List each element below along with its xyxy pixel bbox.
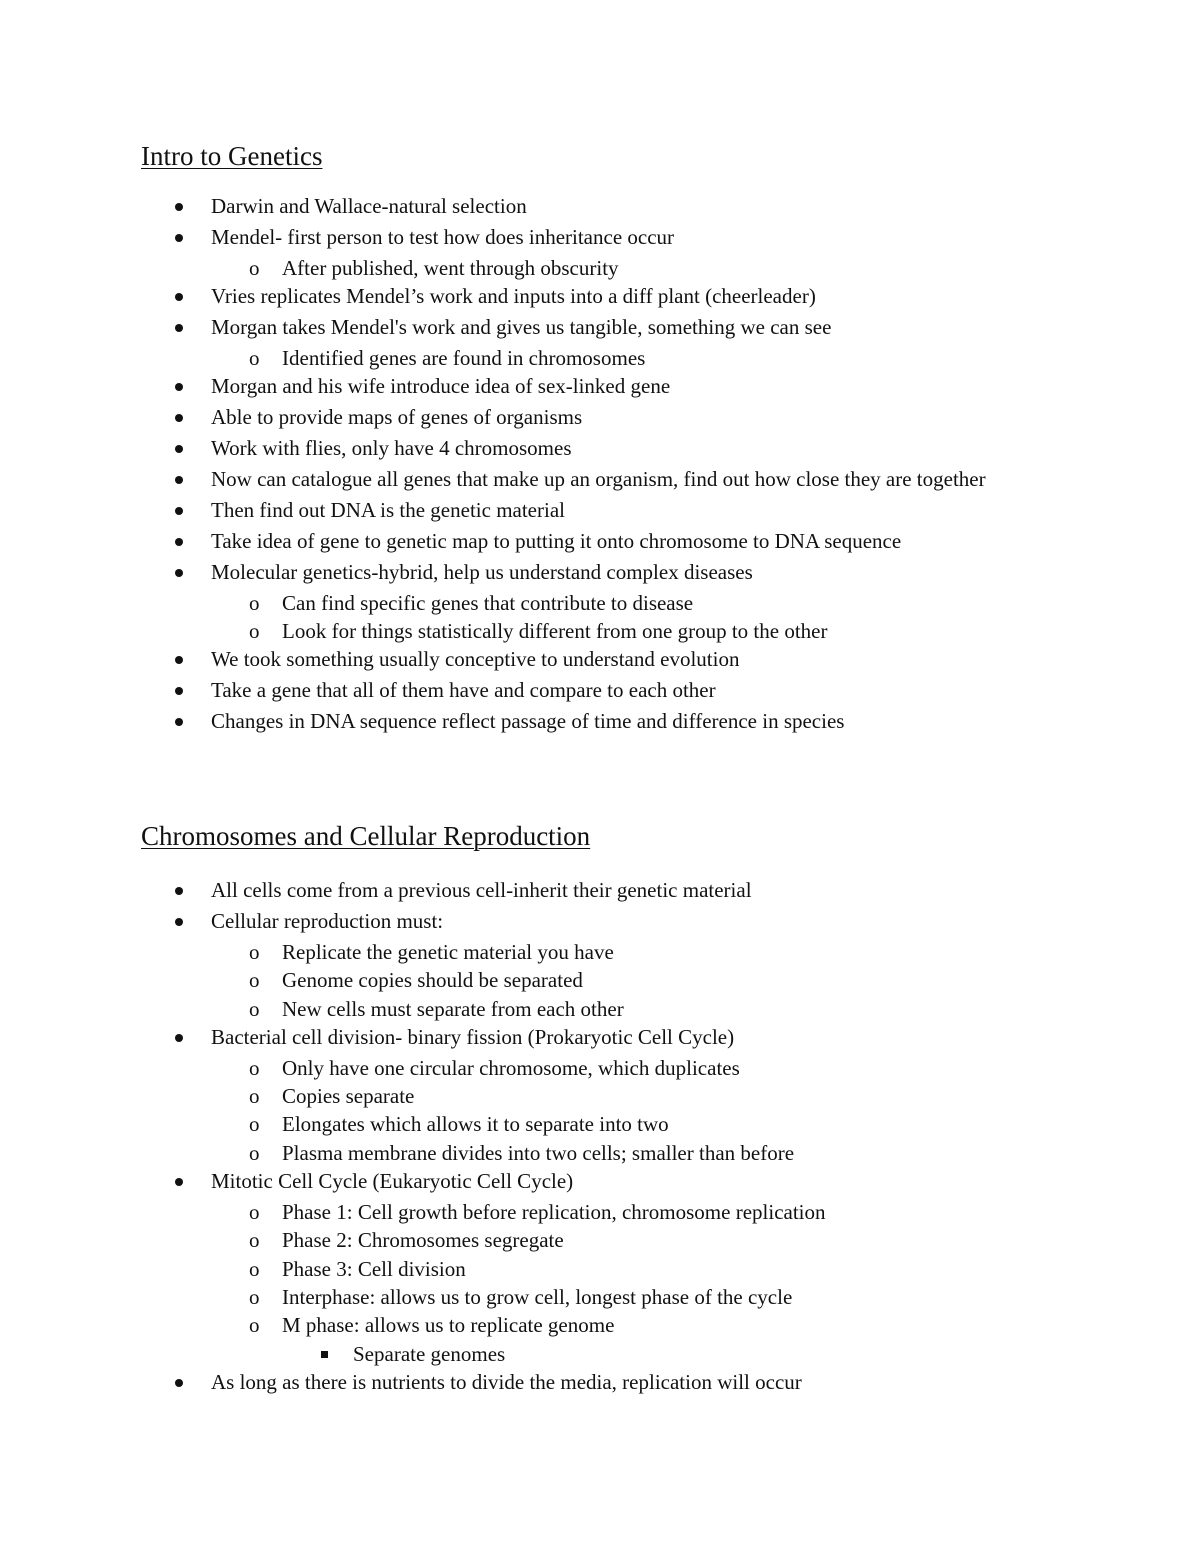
sub-sub-list-item [141, 1340, 1041, 1368]
list-item-text: Separate genomes [353, 1341, 506, 1366]
list-item [141, 192, 1041, 220]
list-item-text: Morgan and his wife introduce idea of sex-linked gene [211, 374, 671, 398]
bullet-circle-icon: o [249, 1200, 260, 1225]
bullet-list [141, 876, 1041, 1396]
bullet-circle-icon: o [249, 940, 260, 964]
list-item-text: Replicate the genetic material you have [282, 940, 614, 964]
list-item-text: Only have one circular chromosome, which duplicates [282, 1055, 740, 1080]
bullet-circle-icon: o [249, 346, 260, 370]
sub-list-item [141, 1311, 1041, 1339]
bullet-circle-icon: o [249, 256, 260, 280]
list-item-text: Able to provide maps of genes of organisms [211, 405, 583, 429]
bullet-disc-icon [175, 234, 183, 242]
list-item-text: Genome copies should be separated [282, 968, 583, 993]
list-item-text: We took something usually conceptive to understand evolution [211, 647, 740, 671]
list-item [141, 1167, 1041, 1195]
bullet-circle-icon: o [249, 619, 260, 643]
bullet-circle-icon: o [249, 1112, 260, 1137]
list-item-text: Copies separate [282, 1084, 415, 1109]
bullet-disc-icon [175, 476, 183, 484]
bullet-circle-icon: o [249, 1284, 260, 1309]
sub-list-item [141, 254, 1041, 282]
bullet-disc-icon [175, 718, 183, 726]
list-item [141, 465, 1041, 493]
sub-list-item [141, 617, 1041, 645]
list-item-text: Darwin and Wallace-natural selection [211, 194, 527, 218]
bullet-disc-icon [175, 538, 183, 546]
bullet-circle-icon: o [249, 1256, 260, 1281]
list-item [141, 313, 1041, 341]
bullet-disc-icon [175, 1034, 183, 1042]
bullet-circle-icon: o [249, 1228, 260, 1253]
bullet-disc-icon [175, 203, 183, 211]
section-intro-to-genetics [141, 138, 1041, 738]
list-item-text: After published, went through obscurity [282, 256, 619, 280]
list-item [141, 645, 1041, 673]
list-item-text: Mitotic Cell Cycle (Eukaryotic Cell Cycle) [211, 1169, 574, 1194]
list-item [141, 907, 1041, 935]
list-item [141, 282, 1041, 310]
bullet-disc-icon [175, 687, 183, 695]
list-item [141, 1368, 1041, 1396]
list-item-text: New cells must separate from each other [282, 996, 624, 1021]
section-heading: Intro to Genetics [141, 141, 323, 171]
bullet-disc-icon [175, 1178, 183, 1186]
list-item-text: Elongates which allows it to separate into two [282, 1112, 669, 1137]
list-item-text: Changes in DNA sequence reflect passage of time and difference in species [211, 709, 845, 733]
list-item [141, 676, 1041, 704]
list-item-text: Phase 3: Cell division [282, 1256, 466, 1281]
sub-list-item [141, 1139, 1041, 1167]
list-item-text: Identified genes are found in chromosomes [282, 346, 646, 370]
list-item-text: Morgan takes Mendel's work and gives us tangible, something we can see [211, 315, 832, 339]
sub-list-item [141, 589, 1041, 617]
sub-list-item [141, 344, 1041, 372]
bullet-circle-icon: o [249, 1140, 260, 1165]
bullet-disc-icon [175, 445, 183, 453]
sub-list-item [141, 1283, 1041, 1311]
list-item-text: Take idea of gene to genetic map to putting it onto chromosome to DNA sequence [211, 529, 902, 553]
bullet-disc-icon [175, 569, 183, 577]
list-item-text: Take a gene that all of them have and compare to each other [211, 678, 716, 702]
list-item [141, 1023, 1041, 1051]
bullet-circle-icon: o [249, 996, 260, 1021]
list-item-text: Can find specific genes that contribute to disease [282, 591, 694, 615]
bullet-list [141, 192, 1041, 735]
bullet-circle-icon: o [249, 1084, 260, 1109]
sub-list-item [141, 1226, 1041, 1254]
list-item-text: Then find out DNA is the genetic material [211, 498, 565, 522]
sub-list-item [141, 1255, 1041, 1283]
sub-list-item [141, 1110, 1041, 1138]
list-item-text: Vries replicates Mendel’s work and inputs into a diff plant (cheerleader) [211, 284, 816, 308]
list-item-text: Bacterial cell division- binary fission (Prokaryotic Cell Cycle) [211, 1024, 735, 1049]
list-item [141, 372, 1041, 400]
list-item-text: Now can catalogue all genes that make up an organism, find out how close they are together [211, 467, 986, 491]
list-item-text: Plasma membrane divides into two cells; smaller than before [282, 1140, 795, 1165]
list-item [141, 527, 1041, 555]
bullet-circle-icon: o [249, 1055, 260, 1080]
list-item [141, 496, 1041, 524]
bullet-disc-icon [175, 293, 183, 301]
sub-list-item [141, 938, 1041, 966]
bullet-disc-icon [175, 414, 183, 422]
list-item [141, 403, 1041, 431]
bullet-disc-icon [175, 918, 183, 926]
sub-list-item [141, 966, 1041, 994]
bullet-disc-icon [175, 324, 183, 332]
list-item [141, 223, 1041, 251]
list-item-text: Cellular reproduction must: [211, 909, 444, 933]
bullet-disc-icon [175, 507, 183, 515]
list-item-text: Look for things statistically different from one group to the other [282, 619, 828, 643]
list-item-text: Molecular genetics-hybrid, help us understand complex diseases [211, 560, 753, 584]
bullet-disc-icon [175, 383, 183, 391]
section-chromosomes-and-cellular-reproduction [141, 818, 1041, 1399]
bullet-circle-icon: o [249, 968, 260, 993]
bullet-square-icon [321, 1351, 328, 1358]
sub-list-item [141, 1082, 1041, 1110]
sub-list-item [141, 995, 1041, 1023]
list-item-text: Mendel- first person to test how does inheritance occur [211, 225, 675, 249]
section-heading: Chromosomes and Cellular Reproduction [141, 821, 591, 851]
list-item-text: Work with flies, only have 4 chromosomes [211, 436, 572, 460]
list-item [141, 707, 1041, 735]
bullet-disc-icon [175, 887, 183, 895]
bullet-disc-icon [175, 656, 183, 664]
list-item-text: Phase 2: Chromosomes segregate [282, 1228, 564, 1253]
list-item-text: Interphase: allows us to grow cell, longest phase of the cycle [282, 1284, 793, 1309]
list-item-text: As long as there is nutrients to divide the media, replication will occur [211, 1369, 802, 1394]
list-item [141, 876, 1041, 904]
bullet-disc-icon [175, 1379, 183, 1387]
bullet-circle-icon: o [249, 591, 260, 615]
list-item-text: All cells come from a previous cell-inherit their genetic material [211, 878, 752, 902]
list-item-text: Phase 1: Cell growth before replication, chromosome replication [282, 1200, 826, 1225]
bullet-circle-icon: o [249, 1313, 260, 1338]
sub-list-item [141, 1054, 1041, 1082]
list-item [141, 434, 1041, 462]
sub-list-item [141, 1198, 1041, 1226]
list-item [141, 558, 1041, 586]
list-item-text: M phase: allows us to replicate genome [282, 1313, 615, 1338]
